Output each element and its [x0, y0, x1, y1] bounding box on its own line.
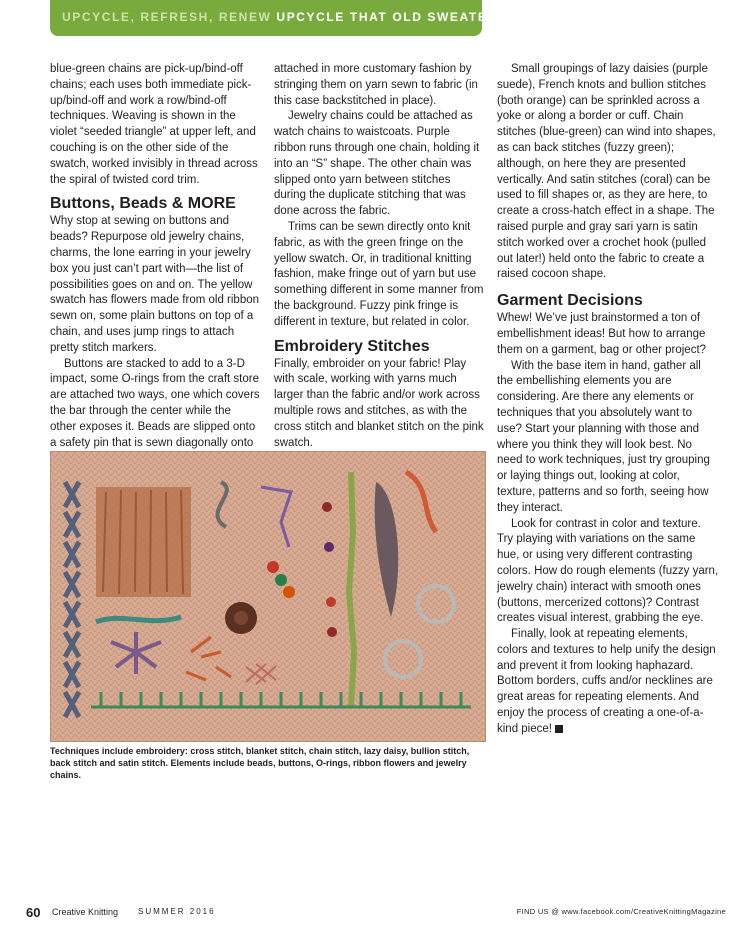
embroidery-swatch-photo [50, 451, 486, 742]
paragraph: Trims can be sewn directly onto knit fabric, as with the green fringe on the yellow swatch. Or, in traditional knitting fashion, make fringe out of yarn but use something different in some manner from the background. Fuzzy pink fringe is different in texture, but related in color. [274, 220, 484, 328]
column-2 [274, 62, 484, 451]
article-title: UPCYCLE THAT OLD SWEATER [276, 10, 498, 24]
pink-fringe [96, 487, 191, 597]
paragraph: Whew! We’ve just brainstormed a ton of embellishment ideas! But how to arrange them on a garment, bag or other project? [497, 312, 707, 356]
running-header [62, 10, 498, 24]
paragraph: With the base item in hand, gather all the embellishing elements you are considering. Are there any elements or techniques that you absolutely want to use? Start your planning with those and where you think they will look best. No need to work techniques, just try grouping or laying things out, looking at color, texture, patterns and so forth, seeing how they interact. [497, 359, 710, 514]
header-bar [50, 0, 498, 36]
column-1 [50, 62, 260, 467]
photo-caption: Techniques include embroidery: cross stitch, blanket stitch, chain stitch, lazy daisy, bullion stitch, back stitch and satin stitch. Elements include beads, buttons, O-rings, ribbon flowers and jewelry chains. [50, 746, 470, 780]
heading-garment-decisions: Garment Decisions [497, 292, 643, 310]
paragraph: Jewelry chains could be attached as watch chains to waistcoats. Purple ribbon runs through one chain, holding it into an “S” shape. The other chain was slipped onto yarn between stitches during the duplicate stitching that was done across the fabric. [274, 110, 480, 218]
blue-green-chain-stitch [96, 617, 181, 622]
paragraph: Small groupings of lazy daisies (purple suede), French knots and bullion stitches (both orange) can be sprinkled across a yoke or along a border or cuff. Chain stitches (blue-green) can wind into shapes, as can back stitches (fuzzy green); although, on here they are presented vertically. And satin stitches (coral) can be used to fill shapes or, as they are here, to create a cross-hatch effect in a shape. The raised purple and gray sari yarn is satin stitch worked over a crochet hook (pulled out later!) held onto the fabric to create a raised cocoon shape. [497, 63, 716, 281]
column-3 [497, 62, 719, 738]
paragraph [497, 627, 719, 738]
paragraph: blue-green chains are pick-up/bind-off chains; each uses both immediate pick-up/bind-off and work a row/bind-off techniques. Weaving is shown in the violet “seeded triangle” at upper left, and couching is on the other side of the swatch, worked invisibly in thread across the spiral of twisted cord trim. [50, 63, 258, 186]
magazine-name: Creative Knitting [52, 907, 119, 917]
issue-date: SUMMER 2016 [138, 907, 216, 916]
button-center [234, 611, 248, 625]
heading-embroidery-stitches: Embroidery Stitches [274, 337, 430, 355]
page-footer [26, 907, 726, 921]
swatch-illustration [51, 452, 485, 741]
paragraph: Finally, embroider on your fabric! Play with scale, working with yarns much larger than the fabric and/or work across multiple rows and stitches, as with the cross stitch and blanket stitch on the pink swatch. [274, 357, 484, 449]
page-number: 60 [26, 905, 41, 920]
facebook-link[interactable]: FIND US @ www.facebook.com/CreativeKnittingMagazine [516, 907, 726, 916]
section-label: UPCYCLE, REFRESH, RENEW [62, 10, 272, 24]
paragraph: Buttons are stacked to add to a 3-D impact, some O-rings from the craft store are attached two ways, one which covers the bar through the center while the other exposes it. Beads are slipped onto a safety pin that is sewn diagonally onto [50, 357, 260, 449]
paragraph: attached in more customary fashion by stringing them on yarn sewn to fabric (in this case backstitched in place). [274, 63, 478, 107]
paragraph: Why stop at sewing on buttons and beads? Repurpose old jewelry chains, charms, the lone earring in your jewelry box you just can’t part with—the list of possibilities goes on and on. The yellow swatch has flowers made from old ribbon sewn on, some plain buttons on top of a chain, and uses jump rings to attach pretty stitch markers. [50, 215, 260, 354]
end-mark-icon [555, 725, 563, 733]
paragraph: Look for contrast in color and texture. Try playing with variations on the same hue, or using very different contrasting colors. How do rough elements (fuzzy yarn, jewelry chain) interact with smooth ones (buttons, mercerized cottons)? Contrast creates visual interest, grabbing the eye. [497, 517, 719, 625]
final-paragraph-text: Finally, look at repeating elements, colors and textures to help unify the design and prevent it from looking haphazard. Bottom borders, cuffs and/or necklines are great areas for repeating elements. And enjoy the process of creating a one-of-a-kind piece! [497, 628, 716, 735]
heading-buttons-beads: Buttons, Beads & MORE [50, 195, 236, 213]
